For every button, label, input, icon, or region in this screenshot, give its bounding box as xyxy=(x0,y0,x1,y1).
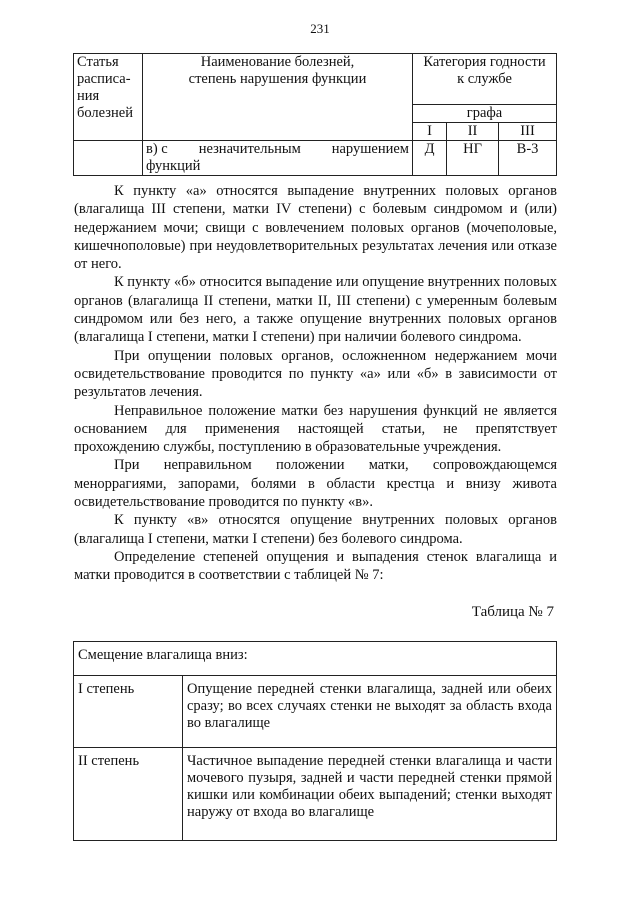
table-caption: Таблица № 7 xyxy=(471,604,554,620)
row-description-line-1 xyxy=(146,141,409,158)
row-description-word: незначительным xyxy=(198,141,301,157)
paragraph: При неправильном положении матки, сопровождающемся меноррагиями, запорами, болями в области крестца и внизу живота освидетельствование проводится по пункту «в». xyxy=(74,457,557,511)
page-number: 231 xyxy=(310,21,330,36)
row-description-word: в) с xyxy=(146,141,168,157)
body-text xyxy=(74,182,557,585)
header-graph: графа xyxy=(413,105,557,123)
header-article-line: Статья xyxy=(77,54,119,70)
header-article-line: расписа- xyxy=(77,71,131,87)
paragraph: Определение степеней опущения и выпадения стенок влагалища и матки проводится в соответствии с таблицей № 7: xyxy=(74,548,557,584)
header-disease-line: степень нарушения функции xyxy=(188,71,367,87)
paragraph: К пункту «б» относится выпадение или опущение внутренних половых органов (влагалища II степени, матки II, III степени) с умеренным болевым синдромом или без него, а также опущение внутренних половых органов (влагалища I степени, матки I степени) при наличии болевого синдрома. xyxy=(74,274,558,346)
header-col-3: III xyxy=(499,123,557,141)
table7-degree: I степень xyxy=(74,676,183,748)
row-value-3: В-3 xyxy=(499,141,557,176)
table7-degree: II степень xyxy=(74,748,183,841)
row-description-line-2: функций xyxy=(146,158,201,174)
header-disease-line: Наименование болезней, xyxy=(200,54,355,70)
paragraph: К пункту «в» относятся опущение внутренних половых органов (влагалища I степени, матки I степени) без болевого синдрома. xyxy=(74,512,557,547)
disease-schedule-table xyxy=(73,53,557,176)
vaginal-displacement-table xyxy=(73,641,557,841)
header-category-line: Категория годности xyxy=(423,54,546,70)
row-value-2: НГ xyxy=(447,141,499,176)
header-col-2: II xyxy=(447,123,499,141)
header-disease xyxy=(143,54,413,141)
header-article-line: болезней xyxy=(77,105,133,121)
header-col-1: I xyxy=(413,123,447,141)
table7-description: Опущение передней стенки влагалища, задней или обеих сразу; во всех случаях стенки не выходят за область входа во влагалище xyxy=(183,676,557,748)
paragraph: При опущении половых органов, осложненном недержанием мочи освидетельствование проводится по пункту «а» или «б» в зависимости от результатов лечения. xyxy=(74,347,557,401)
row-value-1: Д xyxy=(413,141,447,176)
header-article xyxy=(74,54,143,141)
row-description xyxy=(143,141,413,176)
table7-heading: Смещение влагалища вниз: xyxy=(74,642,557,676)
paragraph: К пункту «а» относятся выпадение внутренних половых органов (влагалища III степени, матки IV степени) с болевым синдромом и (или) недержанием мочи; свищи с вовлечением половых органов (мочеполовые, кишечнополовые) при неудовлетворительных результатах лечения или отказе от него. xyxy=(74,183,557,273)
row-description-word: нарушением xyxy=(331,141,409,157)
row-article xyxy=(74,141,143,176)
header-category xyxy=(413,54,557,105)
header-article-line: ния xyxy=(77,88,100,104)
header-category-line: к службе xyxy=(457,71,512,87)
table7-description: Частичное выпадение передней стенки влагалища и части мочевого пузыря, задней и части передней стенки прямой кишки или комбинации обеих выпадений; стенки выходят наружу от входа во влагалище xyxy=(183,748,557,841)
paragraph: Неправильное положение матки без нарушения функций не является основанием для применения настоящей статьи, не препятствует прохождению службы, поступлению в образовательные учреждения. xyxy=(74,402,557,456)
